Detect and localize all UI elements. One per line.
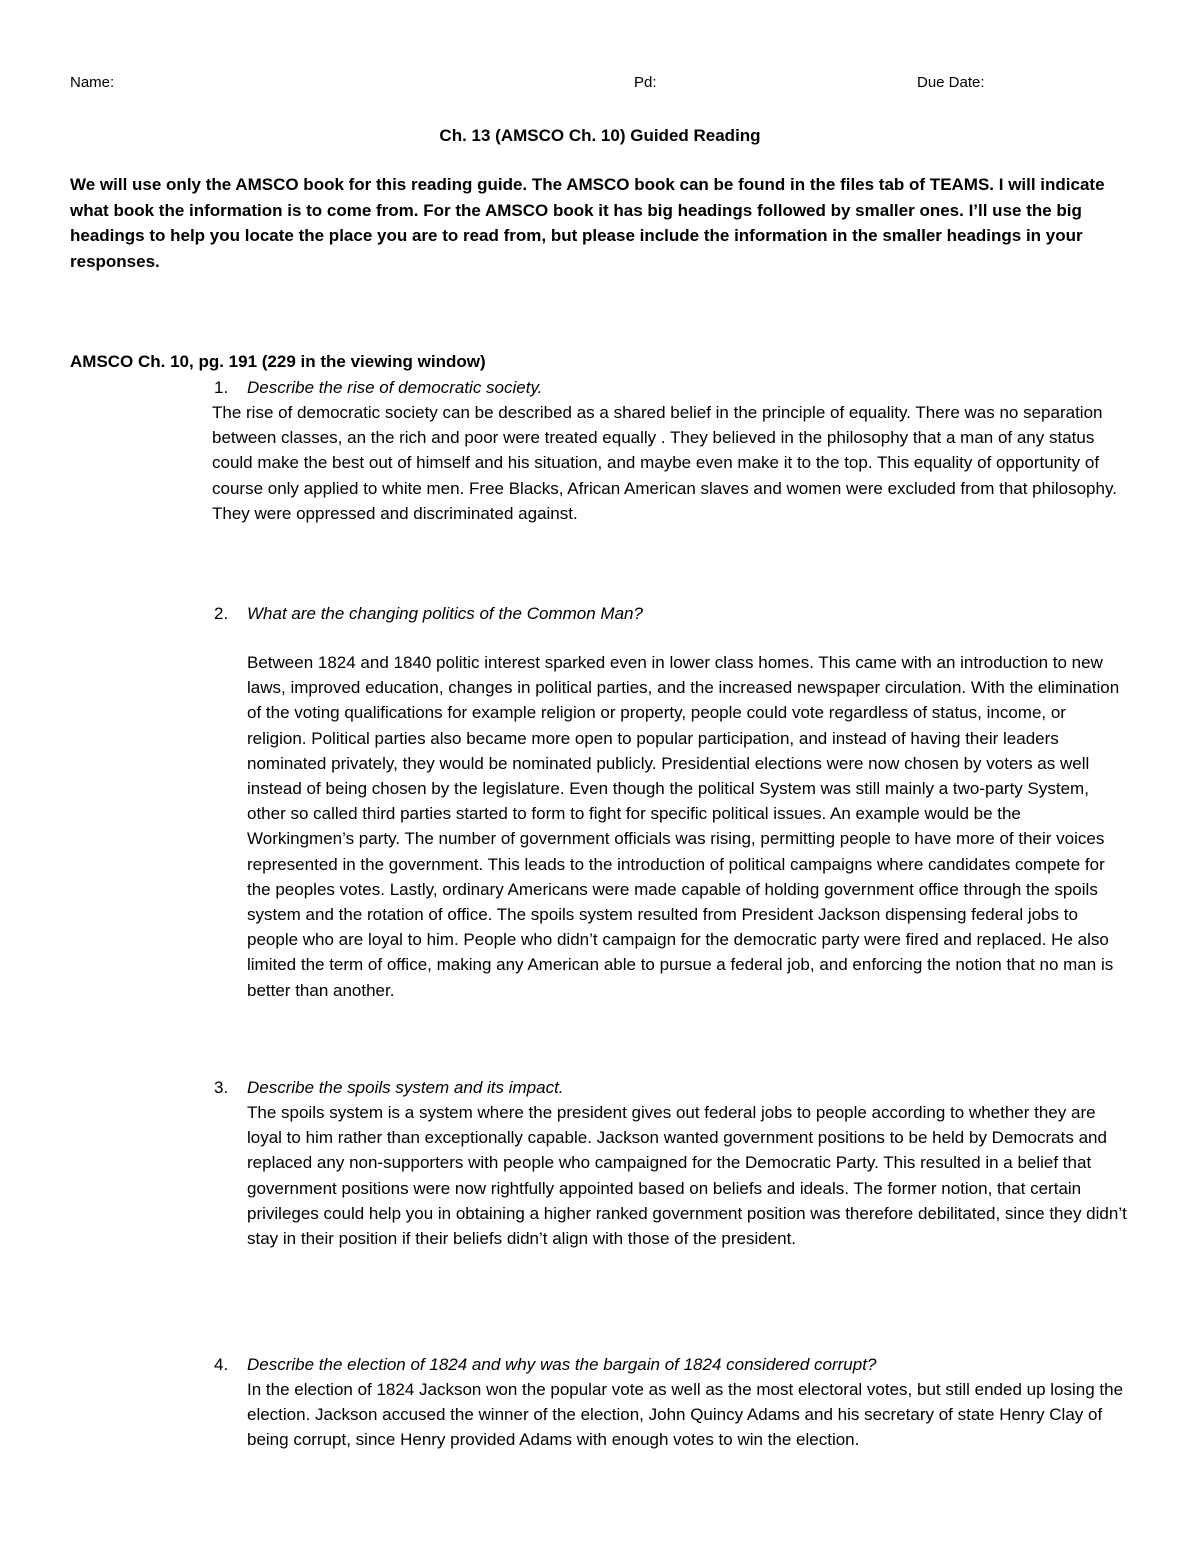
question-number: 1. — [214, 378, 229, 397]
question-text: Describe the election of 1824 and why was the bargain of 1824 considered corrupt? — [247, 1355, 877, 1374]
period-label: Pd: — [634, 74, 657, 91]
answer-text: In the election of 1824 Jackson won the popular vote as well as the most electoral votes, but still ended up losing the election. Jackson accused the winner of the election, John Quincy Adams and his secretary of state Henry Clay of being corrupt, since Henry provided Adams with enough votes to win the election. — [247, 1380, 1124, 1450]
name-label: Name: — [70, 74, 115, 91]
question-text: What are the changing politics of the Common Man? — [247, 604, 643, 623]
answer-text: The spoils system is a system where the president gives out federal jobs to people according to whether they are loyal to him rather than exceptionally capable. Jackson wanted government positions to be held by Democrats and replaced any non-supporters with people who campaigned for the Democratic Party. This resulted in a belief that government positions were now rightfully appointed based on beliefs and ideals. The former notion, that certain privileges could help you in obtaining a higher ranked government position was therefore debilitated, since they didn’t stay in their position if their beliefs didn’t align with those of the president. — [247, 1103, 1127, 1249]
question-text: Describe the rise of democratic society. — [247, 378, 543, 397]
section-heading: AMSCO Ch. 10, pg. 191 (229 in the viewing window) — [70, 352, 486, 371]
document-title: Ch. 13 (AMSCO Ch. 10) Guided Reading — [439, 126, 761, 145]
due-date-label: Due Date: — [917, 74, 985, 91]
answer-text: Between 1824 and 1840 politic interest sparked even in lower class homes. This came with an introduction to new laws, improved education, changes in political parties, and the increased newspaper circulation. With the elimination of the voting qualifications for example religion or property, people could vote regardless of status, income, or religion. Political parties also became more open to popular participation, and instead of having their leaders nominated privately, they would be nominated publicly. Presidential elections were now chosen by voters as well instead of being chosen by the legislature. Even though the political System was still mainly a two-party System, other so called third parties started to form to fight for specific political issues. An example would be the Workingmen’s party. The number of government officials was rising, permitting people to have more of their voices represented in the government. This leads to the introduction of political campaigns where candidates compete for the peoples votes. Lastly, ordinary Americans were made capable of holding government office through the spoils system and the rotation of office. The spoils system resulted from President Jackson dispensing federal jobs to people who are loyal to him. People who didn’t campaign for the democratic party were fired and replaced. He also limited the term of office, making any American able to pursue a federal job, and enforcing the notion that no man is better than another. — [247, 653, 1120, 1000]
question-number: 2. — [214, 604, 229, 623]
question-number: 4. — [214, 1355, 229, 1374]
intro-paragraph: We will use only the AMSCO book for this reading guide. The AMSCO book can be found in the files tab of TEAMS. I will indicate what book the information is to come from. For the AMSCO book it has big headings followed by smaller ones. I’ll use the big headings to help you locate the place you are to read from, but please include the information in the smaller headings in your responses. — [70, 175, 1105, 271]
question-number: 3. — [214, 1078, 229, 1097]
question-text: Describe the spoils system and its impact. — [247, 1078, 564, 1097]
answer-text: The rise of democratic society can be described as a shared belief in the principle of equality. There was no separation between classes, an the rich and poor were treated equally . They believed in the philosophy that a man of any status could make the best out of himself and his situation, and maybe even make it to the top. This equality of opportunity of course only applied to white men. Free Blacks, African American slaves and women were excluded from that philosophy. They were oppressed and discriminated against. — [212, 403, 1117, 523]
